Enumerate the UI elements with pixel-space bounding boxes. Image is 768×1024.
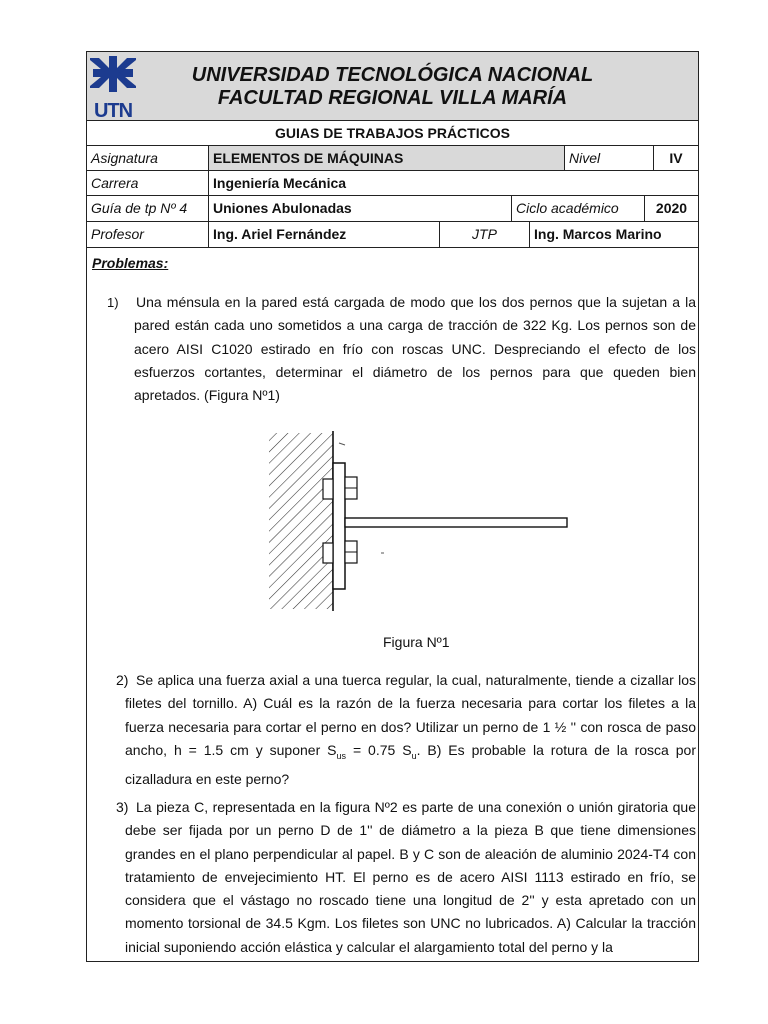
- figure-1-bracket-diagram: [267, 431, 573, 621]
- jtp-label: JTP: [440, 222, 530, 247]
- guia-label: Guía de tp Nº 4: [87, 196, 209, 221]
- carrera-value: Ingeniería Mecánica: [213, 175, 347, 191]
- asignatura-label: Asignatura: [87, 146, 209, 170]
- header-banner: [87, 52, 698, 121]
- problem-3-number: 3): [116, 799, 129, 815]
- faculty-title: FACULTAD REGIONAL VILLA MARÍA: [217, 87, 568, 109]
- document-page: [86, 51, 699, 962]
- asignatura-row: [87, 146, 698, 171]
- profesor-label: Profesor: [87, 222, 209, 247]
- guia-value: Uniones Abulonadas: [209, 196, 512, 221]
- svg-text:UTN: UTN: [93, 100, 133, 120]
- bracket-arm: [345, 518, 567, 527]
- wall-hatch: [269, 433, 333, 609]
- ciclo-value: 2020: [655, 200, 688, 216]
- ciclo-label: Ciclo académico: [512, 196, 645, 221]
- figure-1-caption: Figura Nº1: [383, 634, 450, 650]
- problem-1-number: 1): [107, 295, 119, 310]
- asignatura-value: ELEMENTOS DE MÁQUINAS: [209, 146, 565, 170]
- profesor-value: Ing. Ariel Fernández: [209, 222, 440, 247]
- guia-row: [87, 196, 698, 222]
- guide-subtitle: GUIAS DE TRABAJOS PRÁCTICOS: [87, 121, 698, 146]
- profesor-row: [87, 222, 698, 248]
- nivel-value: IV: [669, 150, 683, 166]
- nivel-label: Nivel: [565, 146, 654, 170]
- jtp-value: Ing. Marcos Marino: [534, 226, 662, 242]
- carrera-row: [87, 171, 698, 196]
- problem-2-number: 2): [116, 672, 129, 688]
- bolt-bottom-head-left: [323, 543, 333, 563]
- problems-heading: Problemas:: [92, 255, 169, 271]
- bracket-plate: [333, 463, 345, 589]
- problem-3-text: La pieza C, representada en la figura Nº2 es parte de una conexión o unión giratoria que debe ser fijada por un perno D de 1'' de diámetro a la pieza B que tiene dimensiones grandes en el plano perpendicular al papel. B y C son de aleación de aluminio 2024-T4 con tratamiento de envejecimiento HT. El perno es de acero AISI 1113 estirado en frío, se considera que el vástago no roscado tiene una longitud de 2'' y esta apretado con un momento torsional de 34.5 Kgm. Los filetes son UNC no lubricados. A) Calcular la tracción inicial suponiendo acción elástica y calcular el alargamiento total del perno y la: [125, 799, 696, 955]
- problem-1-text: Una ménsula en la pared está cargada de modo que los dos pernos que la sujetan a la pared están cada uno sometidos a una carga de tracción de 322 Kg. Los pernos son de acero AISI C1020 estirado en frío con roscas UNC. Despreciando el efecto de los esfuerzos cortantes, determinar el diámetro de los pernos para que queden bien apretados. (Figura Nº1): [134, 294, 696, 404]
- bolt-top-head-left: [323, 479, 333, 499]
- problem-2-text: Se aplica una fuerza axial a una tuerca regular, la cual, naturalmente, tiende a cizallar los filetes del tornillo. A) Cuál es la razón de la fuerza necesaria para cortar los filetes a la fuerza necesaria para cortar el perno en dos? Utilizar un perno de 1 ½ '' con rosca de paso ancho, h = 1.5 cm y suponer $S_{us} = 0.75$ $S_u$. B) Es probable la rotura de la rosca por cizalladura en este perno?: [125, 672, 696, 787]
- carrera-label: Carrera: [87, 171, 209, 195]
- university-title: UNIVERSIDAD TECNOLÓGICA NACIONAL: [191, 64, 594, 86]
